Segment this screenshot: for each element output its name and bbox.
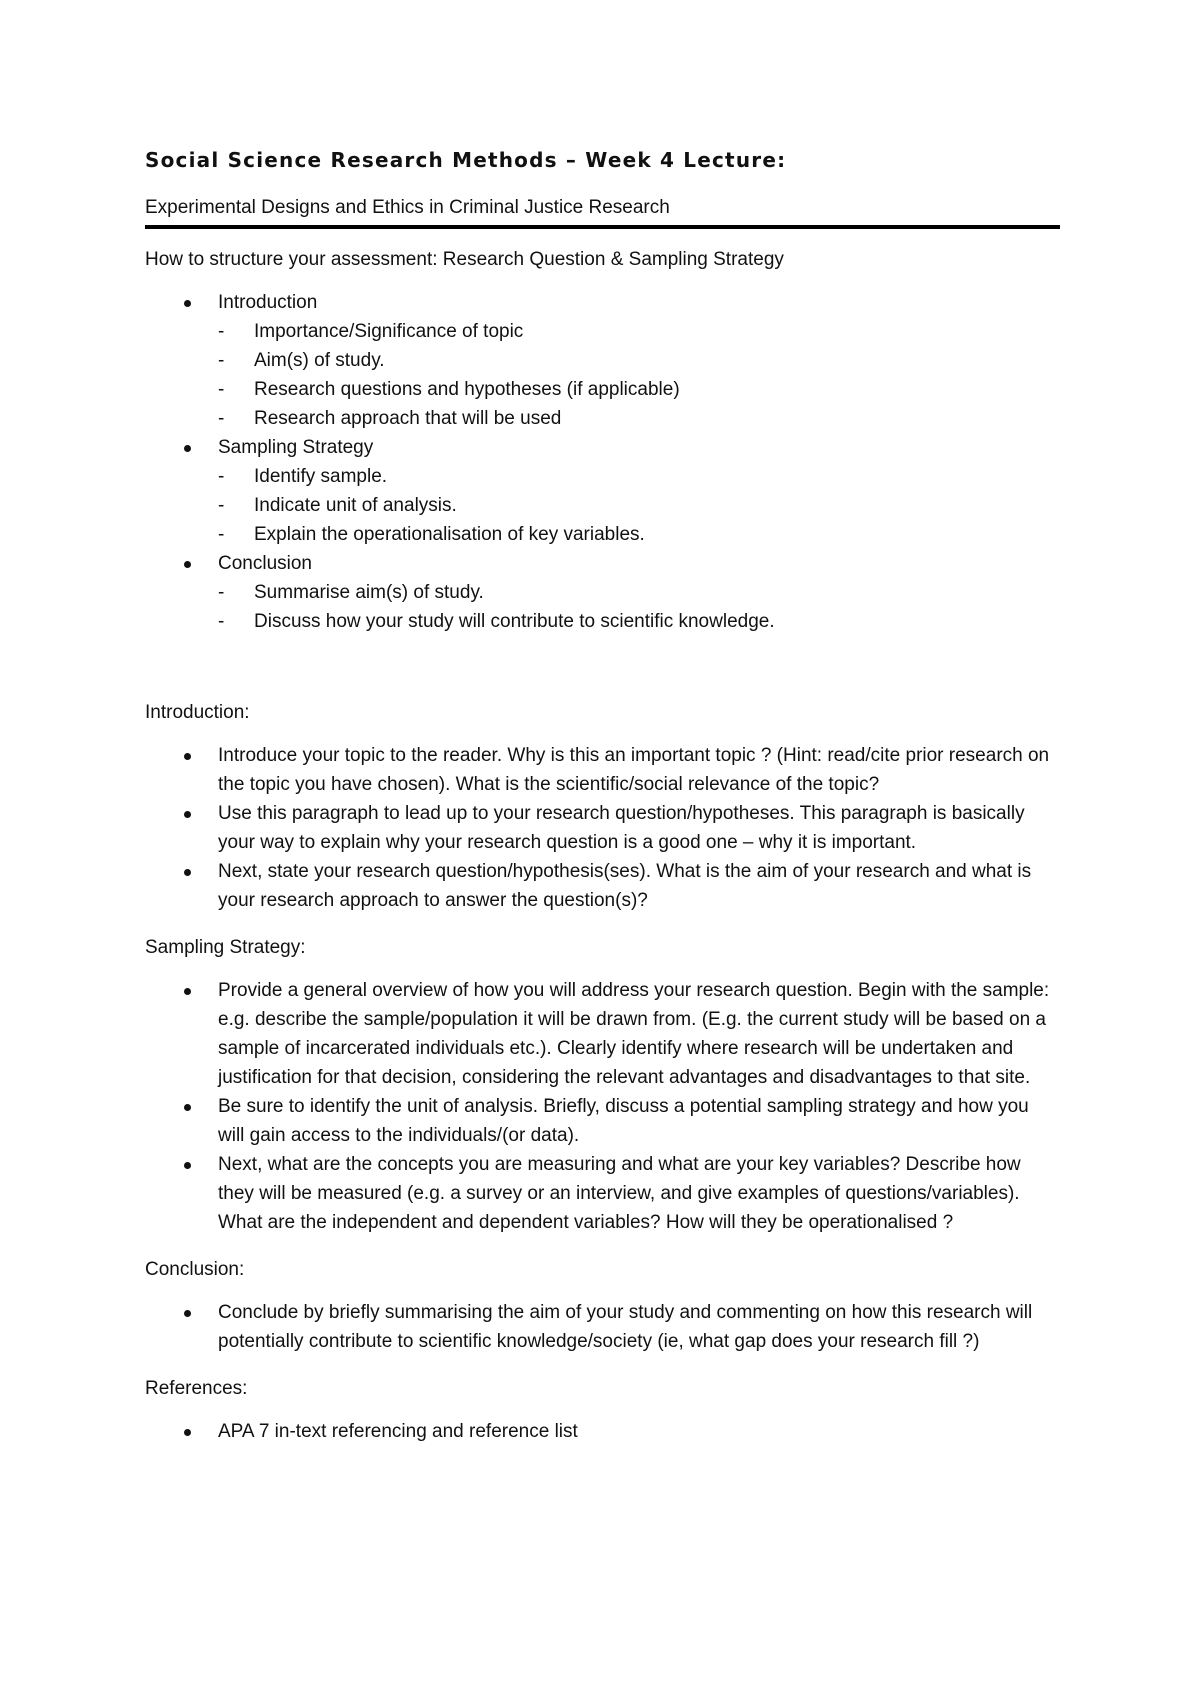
section-heading-sampling: Sampling Strategy:: [145, 937, 306, 958]
document-subtitle: Experimental Designs and Ethics in Criminal Justice Research: [145, 197, 670, 218]
sampling-bullets: [145, 976, 1060, 1237]
section-heading-conclusion: Conclusion:: [145, 1259, 245, 1280]
structure-outline: [145, 288, 1060, 636]
outline-subitem: - Identify sample.: [218, 462, 1060, 491]
outline-label: Sampling Strategy: [218, 437, 374, 458]
outline-item: [145, 288, 1060, 433]
bullet-item: Next, what are the concepts you are measuring and what are your key variables? Describe how they will be measured (e.g. a survey or an interview, and give examples of questions/variables). What are the independent and dependent variables? How will they be operationalised ?: [145, 1150, 1060, 1237]
bullet-item: Provide a general overview of how you will address your research question. Begin with the sample: e.g. describe the sample/population it will be drawn from. (E.g. the current study will be based on a sample of incarcerated individuals etc.). Clearly identify where research will be undertaken and justification for that decision, considering the relevant advantages and disadvantages to that site.: [145, 976, 1060, 1092]
references-bullets: [145, 1417, 1060, 1446]
outline-item: [145, 433, 1060, 549]
outline-subitem: - Research approach that will be used: [218, 404, 1060, 433]
outline-label: Conclusion: [218, 553, 312, 574]
outline-subitem: - Summarise aim(s) of study.: [218, 578, 1060, 607]
bullet-item: APA 7 in-text referencing and reference list: [145, 1417, 1060, 1446]
bullet-item: Use this paragraph to lead up to your research question/hypotheses. This paragraph is basically your way to explain why your research question is a good one – why it is important.: [145, 799, 1060, 857]
structure-heading: How to structure your assessment: Research Question & Sampling Strategy: [145, 249, 784, 270]
outline-subitem: - Importance/Significance of topic: [218, 317, 1060, 346]
outline-subitem: - Research questions and hypotheses (if applicable): [218, 375, 1060, 404]
outline-subitem: - Indicate unit of analysis.: [218, 491, 1060, 520]
outline-subitem: - Discuss how your study will contribute to scientific knowledge.: [218, 607, 1060, 636]
section-heading-references: References:: [145, 1378, 248, 1399]
outline-sublist: [218, 317, 1060, 433]
bullet-item: Conclude by briefly summarising the aim of your study and commenting on how this research will potentially contribute to scientific knowledge/society (ie, what gap does your research fill ?): [145, 1298, 1060, 1356]
document-title: Social Science Research Methods – Week 4 Lecture:: [145, 148, 787, 172]
introduction-bullets: [145, 741, 1060, 915]
bullet-item: Be sure to identify the unit of analysis. Briefly, discuss a potential sampling strategy and how you will gain access to the individuals/(or data).: [145, 1092, 1060, 1150]
heading-rule: [145, 225, 1060, 229]
outline-subitem: - Aim(s) of study.: [218, 346, 1060, 375]
outline-item: [145, 549, 1060, 636]
document-page: [145, 148, 1060, 1446]
section-heading-introduction: Introduction:: [145, 702, 250, 723]
outline-sublist: [218, 578, 1060, 636]
outline-sublist: [218, 462, 1060, 549]
conclusion-bullets: [145, 1298, 1060, 1356]
outline-subitem: - Explain the operationalisation of key variables.: [218, 520, 1060, 549]
bullet-item: Introduce your topic to the reader. Why is this an important topic ? (Hint: read/cite prior research on the topic you have chosen). What is the scientific/social relevance of the topic?: [145, 741, 1060, 799]
outline-label: Introduction: [218, 292, 318, 313]
bullet-item: Next, state your research question/hypothesis(ses). What is the aim of your research and what is your research approach to answer the question(s)?: [145, 857, 1060, 915]
